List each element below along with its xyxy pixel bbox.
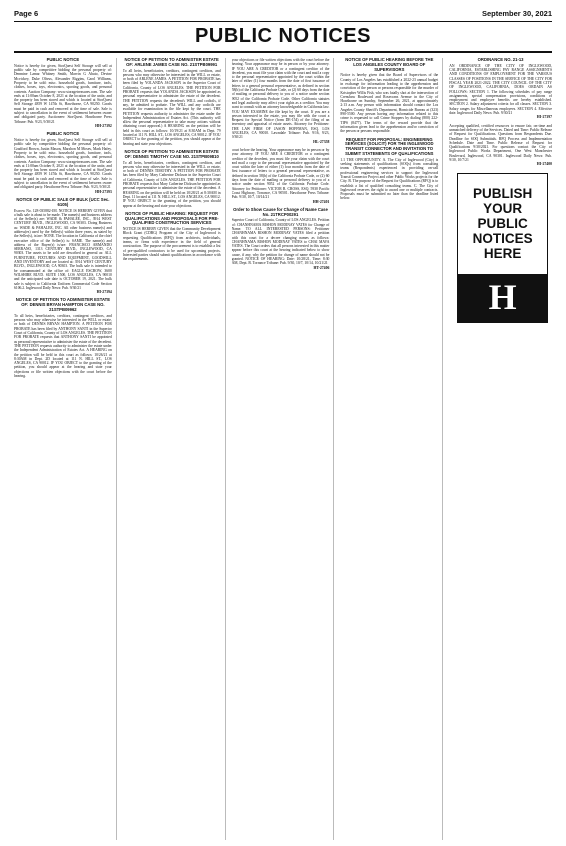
public-notice (340, 138, 438, 201)
ad-text (458, 174, 547, 274)
ad-text-line: PUBLIC (477, 216, 528, 232)
publish-notices-ad (457, 173, 548, 323)
title-rule (14, 51, 552, 53)
notice-code: HI-27397 (536, 115, 552, 120)
notice-column (123, 58, 226, 840)
public-notice (14, 132, 112, 194)
notice-body: Accepting qualified, certified resources to ensure fair, on-time and unmatched delivery of the Services. Dated and Time: Public Release of Request for Qualifications. Questions from Respondents Due. Deadline for SOQ Submittals. RFQ Process and Implementation Schedule. Date and Time. Public Release of Request for Qualifications 9/30/2021. For questions contact the City of Inglewood Public Works Department, One West Manchester Boulevard, Inglewood, CA 90301. Inglewood Daily News: Pub. 9/30, 10/7/21 (449, 123, 552, 163)
notice-code: HI-27400 (536, 162, 552, 167)
public-notice (232, 208, 330, 270)
public-notice (449, 58, 552, 120)
public-notice (14, 298, 112, 378)
public-notice (232, 148, 330, 204)
notice-title: Order to Show Cause for Change of Name Case No. 21TRCP00291 (233, 206, 328, 217)
notice-code: HL-27358 (313, 139, 330, 144)
notice-code: HH-27392 (95, 123, 112, 128)
notice-code: HT-27406 (313, 265, 330, 270)
public-notice (232, 58, 330, 144)
notice-body: Notice is hereby for given, StorQuest Self Storage will sell at public sale by competitive bidding the personal property of: Gradford Brown, Justin Mason, Marshon M Moses, Mark Hafey. Property to be sold: misc. household goods, furniture, tools, clothes, boxes, toys, electronics, sporting goods, and personal contents. Auction Company: www.storagetreasures.com. The sale ends at 11:00am October 8, 2021 at the location of the units; and the property has been stored and which is located at StorQuest Self Storage 4859 W 147th St, Hawthorne, CA 90250. Goods must be paid in cash and removed at the time of sale. Sale is subject to cancellation in the event of settlement between owner and obligated party. Hawthorne Press Tribune: Pub. 9/23, 9/30/21 (14, 138, 112, 190)
notice-body: Superior Court of California, County of LOS ANGELES. Petition of: CHANHNAMA RISHON MODINAY VATES for Change of Name. TO ALL INTERESTED PERSONS: Petitioner CHANHNAMA RISHON MODINAY VATES filed a petition with this court for a decree changing names as follows: CHANHNAMA RISHON MODINAY VATES to CHAI MAVA VATES. The Court orders that all persons interested in this matter appear before this court at the hearing indicated below to show cause, if any, why the petition for change of name should not be granted. NOTICE OF HEARING: Date: 10/28/21, Time: 8:30 AM, Dept. B. Torrance Tribune: Pub. 9/30, 10/7, 10/14, 10/21/21 (231, 218, 330, 266)
notice-title: PUBLIC NOTICE (46, 131, 80, 137)
public-notice (14, 198, 112, 295)
ad-text-line: PUBLISH (472, 186, 533, 202)
notice-body: Notice is hereby given that the Board of Supervisors of the County of Los Angeles has established a 2022-23 annual budget in exchange for information leading to the apprehension and conviction of the person or persons responsible for the murder of Kristopher Willis Fish, who was fatally shot at the intersection of Crenshaw Boulevard and Rosecrans Avenue in the City of Hawthorne on Sunday, September 26, 2021, at approximately 2:13 a.m. Any person with information should contact the Los Angeles County Sheriff's Department, Homicide Bureau at (323) 890-5500. Any person having any information related to this crime is requested to call Crime Stoppers by dialing (800) 222-TIPS (8477). The terms of the reward provide that the information given lead to the apprehension and/or conviction of the person or persons responsible. (340, 73, 439, 134)
page-header (14, 6, 552, 20)
notice-title: NOTICE OF PETITION TO ADMINISTER ESTATE OF: ARLENE JAMES CASE NO. 21STPB09991 (124, 58, 219, 67)
page-number: Page 6 (14, 8, 39, 18)
notice-title: NOTICE OF PETITION TO ADMINISTER ESTATE OF: DENNIS TIMOTHY CASE NO. 21STPB09810 (124, 148, 219, 159)
notice-title: REQUEST FOR PROPOSAL: ENGINEERING SERVICES (SOLICIT) FOR THE INGLEWOOD TRANSIT CONNECTOR AND INVITATION TO SUBMIT STATEMENTS OF QUALIFICATIONS (345, 136, 434, 156)
notice-column (232, 58, 335, 840)
notice-body: Notice is hereby for given, StorQuest Self Storage will sell at public sale by competitive bidding the personal property of: Denmine Lamar Whitney Smith, Marvin G Abuto, Devine Mcvickey, Duke Olivus, Alexander Riggins, Carol Williams. Property to be sold: misc. household goods, furniture, tools, clothes, boxes, toys, electronics, sporting goods, and personal contents. Auction Company: www.storagetreasures.com. The sale ends at 11:00am October 8, 2021 at the location of the units; and the property has been stored and which is located at StorQuest Self Storage 4859 W 147th St, Hawthorne, CA 90250. Goods must be paid in cash and removed at the time of sale. Sale is subject to cancellation in the event of settlement between owner and obligated party. Auctioneer: StorQuest. Hawthorne Press Tribune: Pub. 9/23, 9/30/21 (14, 63, 112, 124)
public-notice (340, 58, 438, 134)
header-rule (14, 21, 552, 22)
notice-title: NOTICE OF PETITION TO ADMINISTER ESTATE OF: DENNIS BRYAN HAMPTON CASE NO. 21STPB09962 (15, 297, 111, 313)
public-notice (449, 124, 552, 167)
notice-code: HH-27393 (95, 189, 112, 194)
public-notice (123, 150, 221, 208)
notice-body: Escrow No. 128-035882-JM. NOTICE IS HEREBY GIVEN that a bulk sale is about to be made. The name(s) and business address of the Seller(s) are: WADE & PAHALEE, INC., 3914 WEST CENTURY BLVD., INGLEWOOD, CA 90303. Doing Business as: WADE & PAHALEE, INC. All other business name(s) and address(es) used by the Seller(s) within three years, as stated by the Seller(s), is/are: NONE. The location in California of the chief executive office of the Seller(s) is: SAME. The name(s) and address of the Buyer(s) is/are: FRANCISCO ARMANDO SERRANO, 1313 CENTURY BLVD., INGLEWOOD, CA 90303. The assets to be sold are described in general as: ALL FURNITURE, FIXTURES AND EQUIPMENT, GOODWILL AND INVENTORY and are located at: 3914 WEST CENTURY BLVD., INGLEWOOD, CA 90303. The bulk sale is intended to be consummated at the office of: EAGLE ESCROW, 3600 WILSHIRE BLVD. SUITE 1500, LOS ANGELES, CA 90010 and the anticipated sale date is OCTOBER 19, 2021. The bulk sale is subject to California Uniform Commercial Code Section 6106.2. Inglewood Daily News: Pub. 9/30/21 (14, 208, 112, 290)
notice-column (340, 58, 443, 840)
notice-title: NOTICE OF PUBLIC HEARING: REQUEST FOR QUALIFICATIONS AND PROPOSALS FOR PRE-QUALIFIED CONSTRUCTION SERVICES (124, 210, 219, 226)
notice-body: AN ORDINANCE OF THE CITY OF INGLEWOOD, CALIFORNIA, ESTABLISHING PAY RANGE ASSIGNMENTS AND CONDITIONS OF EMPLOYMENT FOR THE VARIOUS CLASSES OF POSITIONS IN THE SERVICE OF THE CITY FOR FISCAL YEAR 2021-2022. THE CITY COUNCIL OF THE CITY OF INGLEWOOD, CALIFORNIA, DOES ORDAIN AS FOLLOWS: SECTION 1. The following schedules of pay range assignments, special compensation provisions, conditions of employment and employee benefits are hereby established. SECTION 2. Salary adjustment criteria for all classes. SECTION 3. Salary ranges for Miscellaneous employees. SECTION 4. Effective date. Inglewood Daily News: Pub. 9/30/21 (449, 63, 552, 116)
notice-title: ORDINANCE NO. 21-13 (477, 58, 524, 62)
ad-text-line: NOTICES (472, 231, 533, 247)
notice-body: To all heirs, beneficiaries, creditors, contingent creditors, and persons who may otherwise be interested in the WILL or estate, or both of ARLENE JAMES. A PETITION FOR PROBATE has been filed by YOLANDA JACKSON in the Superior Court of California, County of LOS ANGELES. THE PETITION FOR PROBATE requests that YOLANDA JACKSON be appointed as personal representative to administer the estate of the decedent. THE PETITION requests the decedent's WILL and codicils, if any, be admitted to probate. The WILL and any codicils are available for examination in the file kept by the court. THE PETITION requests authority to administer the estate under the Independent Administration of Estates Act. (This authority will allow the personal representative to take many actions without obtaining court approval.) A HEARING on the petition will be held in this court as follows: 10/19/21 at 8:30AM in Dept. 79 located at 111 N. HILL ST., LOS ANGELES, CA 90012. IF YOU OBJECT to the granting of the petition, you should appear at the hearing and state your objections. (122, 68, 221, 146)
issue-date: September 30, 2021 (481, 8, 552, 18)
public-notice (123, 212, 221, 262)
ad-text-line: YOUR (483, 201, 523, 217)
notice-title: PUBLIC NOTICE (46, 58, 80, 62)
notice-code: HI-27394 (96, 290, 112, 295)
ad-text-line: HERE (483, 246, 522, 262)
public-notice (14, 58, 112, 128)
notice-body: NOTICE IS HEREBY GIVEN that the Community Development Block Grant (CDBG) Program of the City of Inglewood is requesting Qualifications (RFQ) from architects, individuals, teams, or firms with experience in the field of general construction. The purpose of the procurement is to establish a list of pre-qualified contractors to be used for upcoming projects. Interested parties should submit qualifications in accordance with the requirements. (122, 227, 221, 262)
herald-logo: H (458, 274, 547, 322)
notices-columns (14, 58, 552, 840)
notice-column (14, 58, 117, 840)
notice-body: To all heirs, beneficiaries, creditors, contingent creditors, and persons who may otherwise be interested in the WILL or estate, or both of DENNIS TIMOTHY. A PETITION FOR PROBATE has been filed by Mary Catherine Dickson in the Superior Court of California, County of LOS ANGELES. THE PETITION FOR PROBATE requests that Mary Catherine Dickson be appointed as personal representative to administer the estate of the decedent. A HEARING on the petition will be held on 10/28/21 at 8:30AM in Dept. 11 located at 111 N. HILL ST., LOS ANGELES, CA 90012. IF YOU OBJECT to the granting of the petition, you should appear at the hearing and state your objections. (122, 160, 221, 208)
notice-title: NOTICE OF PUBLIC SALE OF BULK (UCC Sec. 6105) (16, 196, 110, 207)
section-title: PUBLIC NOTICES (195, 25, 371, 47)
notice-title: NOTICE OF PUBLIC HEARING BEFORE THE LOS ANGELES COUNTY BOARD OF SUPERVISORS (345, 58, 434, 72)
notice-column (449, 58, 552, 840)
notice-code: HH-27401 (312, 199, 330, 204)
notice-body: court before the hearing. Your appearance may be in person or by your attorney. IF YOU ARE A CREDITOR or a contingent creditor of the decedent, you must file your claim with the court and mail a copy to the personal representative appointed by the court within the later of either (1) four months from the date of first issuance of letters to a general personal representative, as defined in section 58(b) of the California Probate Code, or (2) 60 days from the date of mailing or personal delivery to you of a notice under section 9052 of the California Probate Code. Attorney for Petitioner: VICTOR B. CROSS, ESQ. 5930 Pacific Coast Highway, Torrance, CA 90501. Hawthorne Press Tribune: Pub. 9/30, 10/7, 10/14/21 (231, 147, 330, 200)
public-notice (123, 58, 221, 146)
notice-body: To all heirs, beneficiaries, creditors, contingent creditors, and persons who may otherwise be interested in the WILL or estate, or both of DENNIS BRYAN HAMPTON. A PETITION FOR PROBATE has been filed by ANTHONY SANTI in the Superior Court of California, County of LOS ANGELES. THE PETITION FOR PROBATE requests that ANTHONY SANTI be appointed as personal representative to administer the estate of the decedent. THE PETITION requests authority to administer the estate under the Independent Administration of Estates Act. A HEARING on the petition will be held in this court as follows: 10/26/21 at 8:30AM in Dept. 2D located at 111 N. HILL ST., LOS ANGELES, CA 90012. IF YOU OBJECT to the granting of the petition, you should appear at the hearing and state your objections or file written objections with the court before the hearing. (14, 313, 112, 378)
notice-body: 1.1 THE OPPORTUNITY. A. The City of Inglewood (City) is seeking statements of qualifications (SOQs) from consulting teams (Respondents) experienced in providing on-call professional engineering services to support the Inglewood Transit Connector Project and other Public Works projects for the City. B. The purpose of the Request for Qualifications (RFQ) is to establish a list of qualified consulting teams. C. The City of Inglewood reserves the right to award one or multiple contracts. Proposals must be submitted no later than the deadline listed below. (340, 157, 439, 201)
notice-body: your objections or file written objections with the court before the hearing. Your appearance may be in person or by your attorney. IF YOU ARE A CREDITOR or a contingent creditor of the decedent, you must file your claim with the court and mail a copy to the personal representative appointed by the court within the later of either (1) four months from the date of first issuance of letters to a general personal representative, as defined in section 58(b) of the California Probate Code, or (2) 60 days from the date of mailing or personal delivery to you of a notice under section 9052 of the California Probate Code. Other California statutes and legal authority may affect your rights as a creditor. You may want to consult with an attorney knowledgeable in California law. YOU MAY EXAMINE the file kept by the court. If you are a person interested in the estate, you may file with the court a Request for Special Notice (form DE-154) of the filing of an inventory and appraisal of estate assets. Attorney for Petitioner: THE LAW FIRM OF JASON HOFFMAN, ESQ. LOS ANGELES, CA 90010. Lawndale Tribune: Pub. 9/16, 9/23, 9/30/21 (231, 58, 330, 140)
